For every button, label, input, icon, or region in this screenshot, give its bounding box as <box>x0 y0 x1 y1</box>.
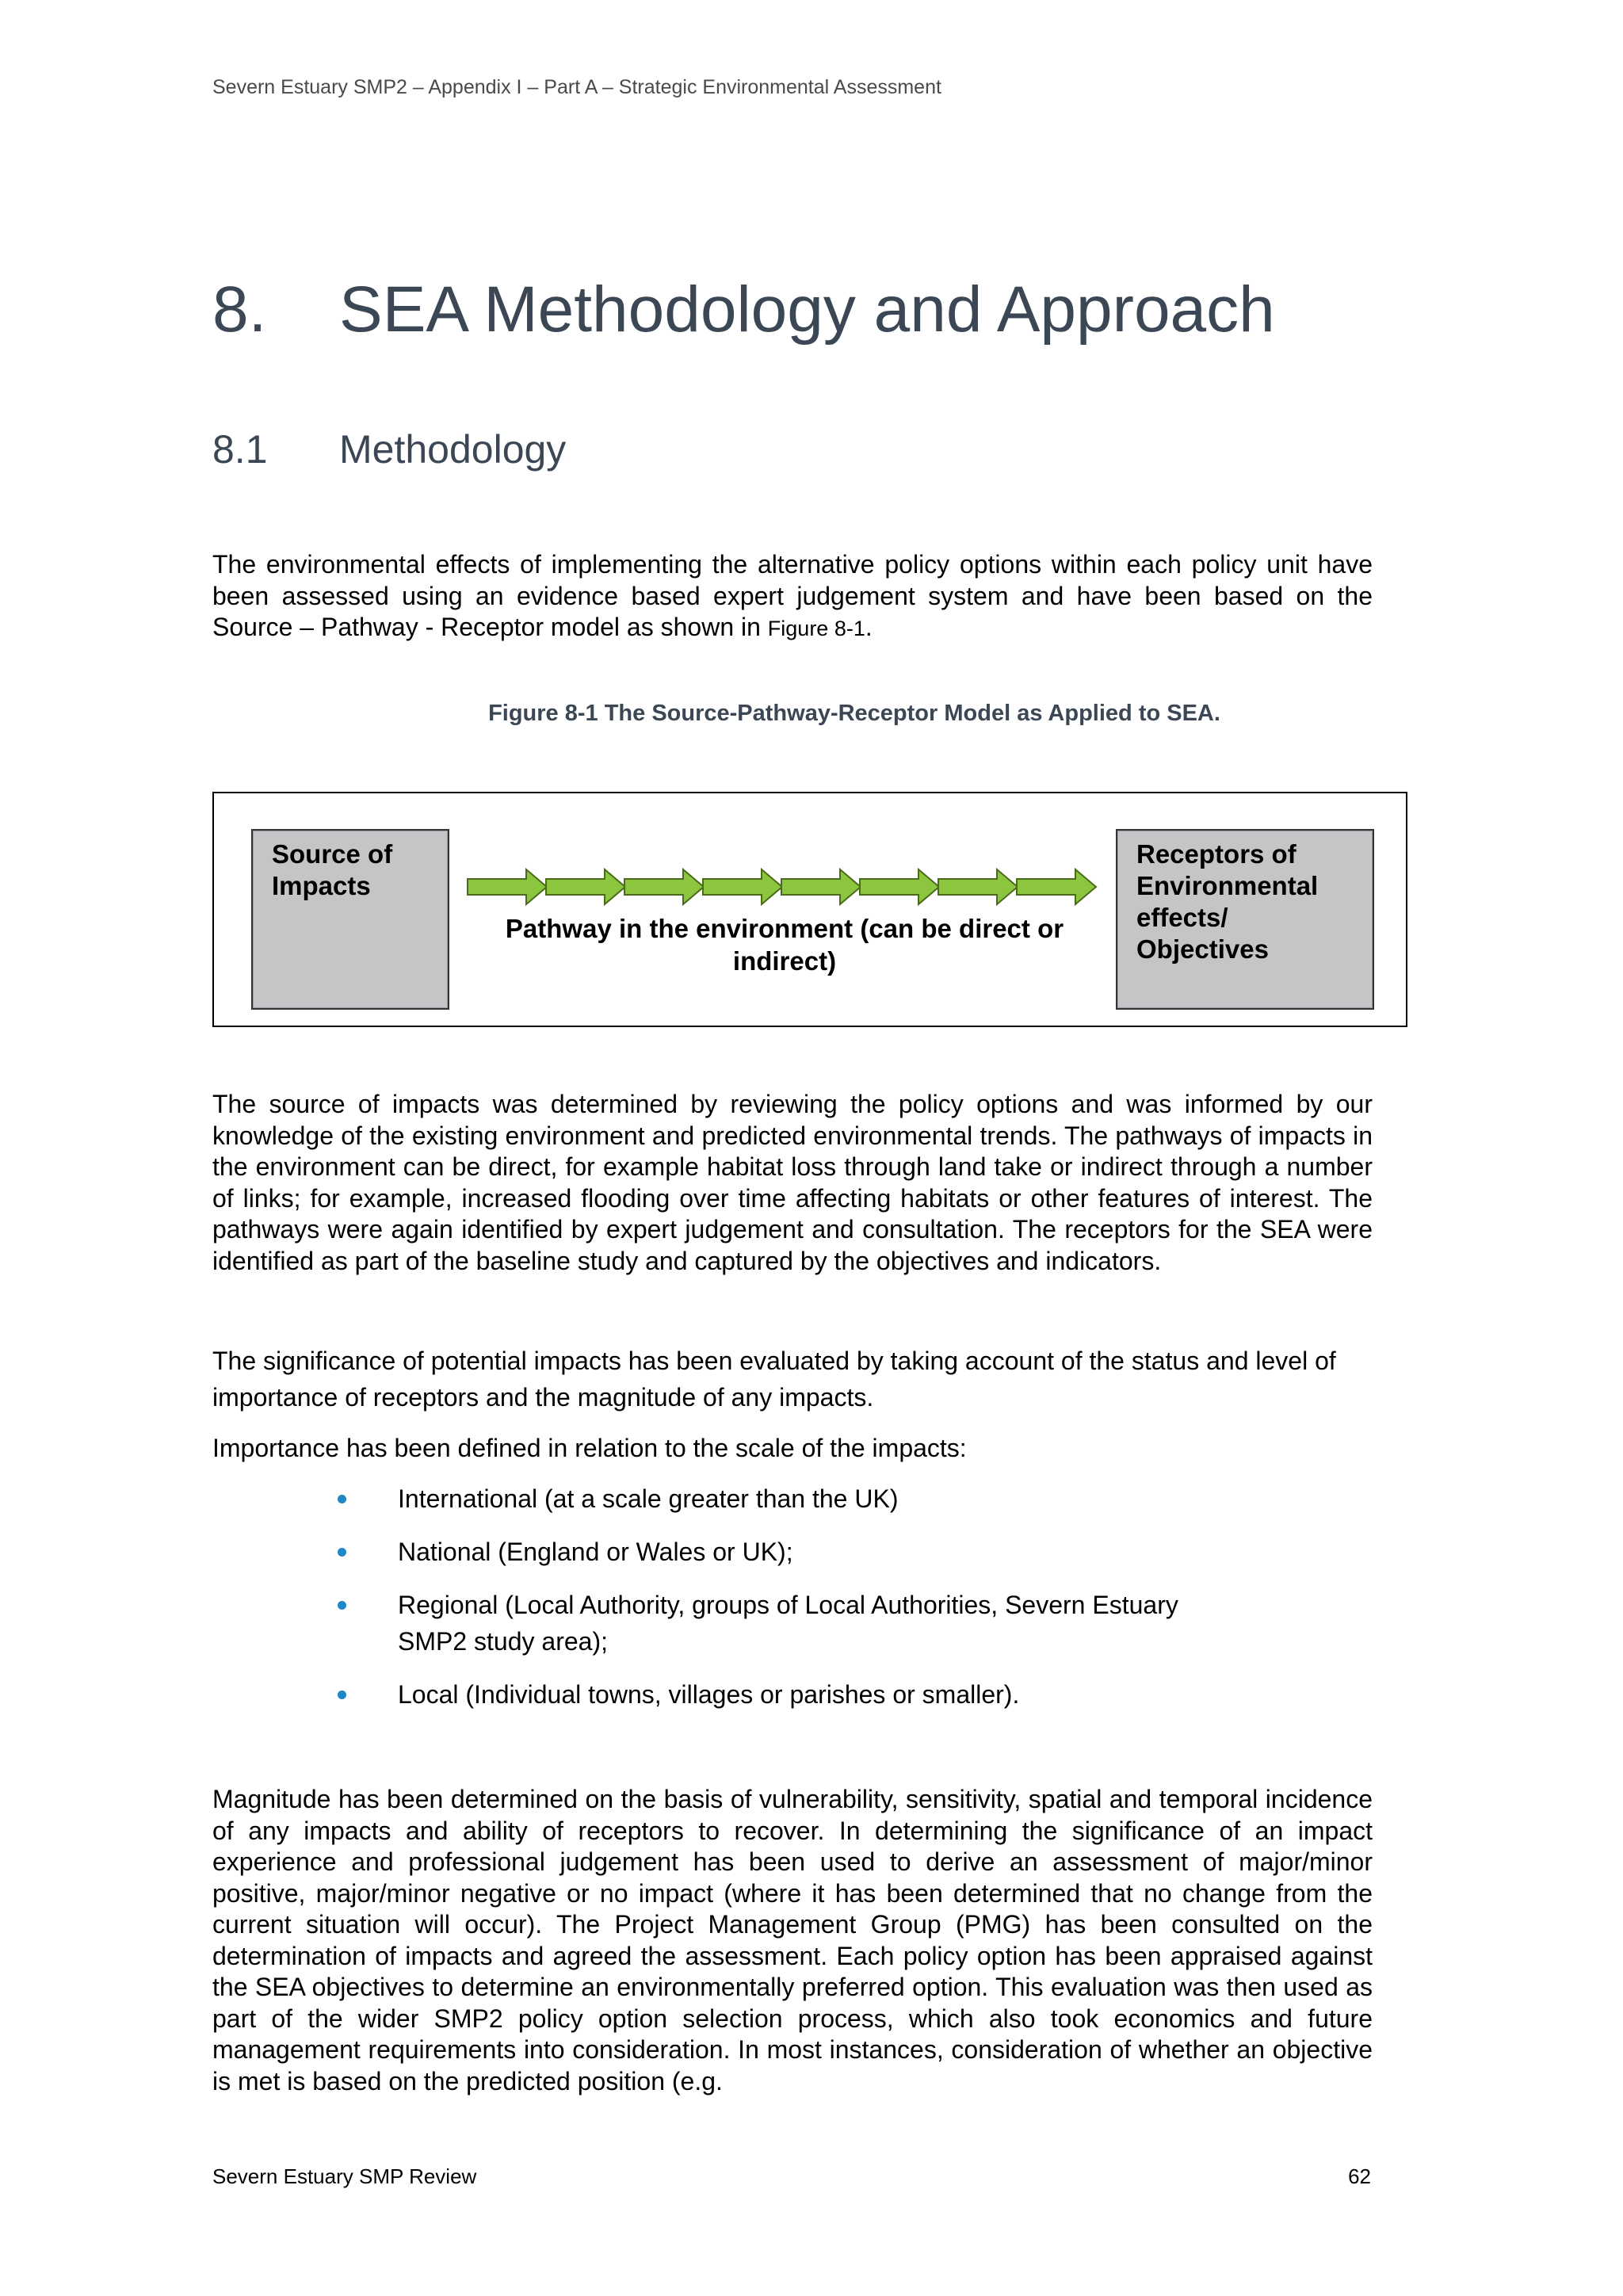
pathway-arrow-icon <box>1017 869 1096 904</box>
pathway-arrow-icon <box>624 869 704 904</box>
list-item: National (England or Wales or UK); <box>212 1534 1385 1570</box>
running-header: Severn Estuary SMP2 – Appendix I – Part A – Strategic Environmental Assessment <box>212 76 941 98</box>
bullet-icon <box>338 1548 346 1557</box>
body-paragraph-4: Magnitude has been determined on the basis of vulnerability, sensitivity, spatial and temporal incidence of any impacts and ability of receptors to recover. In determining the significance of an impact experience and professional judgement has been used to derive an assessment of major/minor positive, major/minor negative or no impact (where it has been determined that no change from the current situation will occur). The Project Management Group (PMG) has been consulted on the determination of impacts and agreed the assessment. Each policy option has been appraised against the SEA objectives to determine an environmentally preferred option. This evaluation was then used as part of the wider SMP2 policy option selection process, which also took economics and future management requirements into consideration. In most instances, consideration of whether an objective is met is based on the predicted position (e.g. <box>212 1785 1373 2095</box>
bullet-icon <box>338 1690 346 1699</box>
pathway-arrow-icon <box>860 869 939 904</box>
pathway-arrow-icon <box>546 869 625 904</box>
list-item: Regional (Local Authority, groups of Local Authorities, Severn Estuary SMP2 study area); <box>212 1587 1385 1660</box>
pathway-arrow-icon <box>468 869 547 904</box>
intro-text: The environmental effects of implementing the alternative policy options within each policy unit have been assessed using an evidence based expert judgement system and have been based on the Source – Pathway - Receptor model as shown in <box>212 550 1373 641</box>
footer-title: Severn Estuary SMP Review <box>212 2164 477 2188</box>
source-box: Source of Impacts <box>251 829 449 1010</box>
list-item: Local (Individual towns, villages or parishes or smaller). <box>212 1676 1385 1713</box>
pathway-arrow-icon <box>938 869 1018 904</box>
receptor-box: Receptors of Environmental effects/ Objectives <box>1116 829 1374 1010</box>
importance-list <box>212 1480 1385 1729</box>
bullet-icon <box>338 1601 346 1610</box>
subsection-number: 8.1 <box>212 427 268 472</box>
subsection-heading <box>212 427 567 472</box>
pathway-arrows <box>466 868 1100 906</box>
pathway-arrow-icon <box>781 869 861 904</box>
body-paragraph-2: The significance of potential impacts has been evaluated by taking account of the status and level of importance of receptors and the magnitude of any impacts. <box>212 1347 1336 1412</box>
section-heading <box>212 273 1275 346</box>
section-number: 8. <box>212 273 267 346</box>
list-item: International (at a scale greater than the UK) <box>212 1480 1385 1517</box>
body-paragraph-3: Importance has been defined in relation to the scale of the impacts: <box>212 1434 967 1462</box>
figure-caption: Figure 8-1 The Source-Pathway-Receptor Model as Applied to SEA. <box>488 701 1220 726</box>
intro-paragraph <box>212 549 1373 645</box>
intro-end: . <box>865 613 873 641</box>
pathway-arrow-icon <box>703 869 782 904</box>
body-paragraph-1: The source of impacts was determined by reviewing the policy options and was informed by our knowledge of the existing environment and predicted environmental trends. The pathways of impacts in the environment can be direct, for example habitat loss through land take or indirect through a number of links; for example, increased flooding over time affecting habitats or other features of interest. The pathways were again identified by expert judgement and consultation. The receptors for the SEA were identified as part of the baseline study and captured by the objectives and indicators. <box>212 1090 1373 1275</box>
figure-reference: Figure 8-1 <box>767 617 865 640</box>
subsection-title: Methodology <box>339 427 567 472</box>
source-pathway-receptor-figure <box>212 792 1407 1027</box>
bullet-icon <box>338 1495 346 1503</box>
pathway-label: Pathway in the environment (can be direct or indirect) <box>505 914 1064 976</box>
section-title: SEA Methodology and Approach <box>339 273 1275 346</box>
page-number: 62 <box>1348 2164 1371 2188</box>
